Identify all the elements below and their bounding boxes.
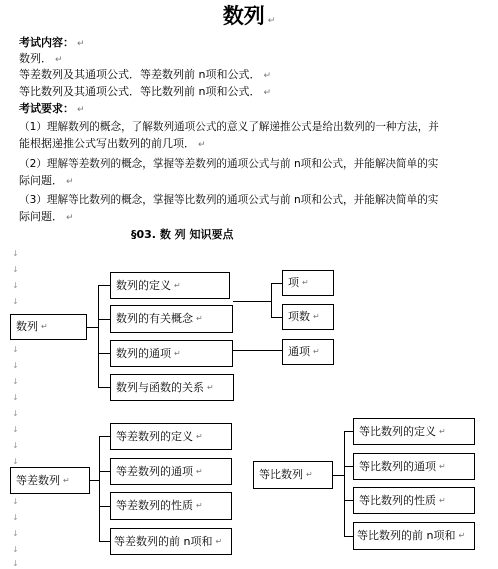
node-geometric-general-term: 等比数列的通项 ↵ xyxy=(353,453,475,480)
node-sequence-general-term: 数列的通项 ↵ xyxy=(110,340,233,367)
exam-content-line: 数列． ↵ xyxy=(19,52,63,65)
node-general-term: 通项 ↵ xyxy=(282,339,334,365)
connector xyxy=(99,506,110,507)
connector xyxy=(233,350,282,351)
connector xyxy=(98,319,110,320)
node-arithmetic-general-term: 等差数列的通项 ↵ xyxy=(110,458,232,485)
node-geometric-definition: 等比数列的定义 ↵ xyxy=(353,418,475,445)
connector xyxy=(344,431,345,537)
connector xyxy=(344,500,353,501)
paragraph-mark: ↵ xyxy=(267,16,276,26)
connector xyxy=(233,301,271,302)
connector xyxy=(344,536,353,537)
connector xyxy=(333,475,344,476)
exam-requirements-heading: 考试要求： ↵ xyxy=(19,102,85,115)
connector xyxy=(99,436,110,437)
node-sequence-function-relation: 数列与函数的关系 ↵ xyxy=(110,374,234,401)
connector xyxy=(344,431,353,432)
connector xyxy=(99,471,110,472)
node-sequence-definition: 数列的定义 ↵ xyxy=(110,272,230,299)
connector xyxy=(344,466,353,467)
connector xyxy=(99,541,110,542)
requirement-item-2-line2: 际问题． ↵ xyxy=(19,174,74,187)
node-arithmetic-partial-sum: 等差数列的前 n项和 ↵ xyxy=(110,528,232,555)
node-geometric-sequence: 等比数列 ↵ xyxy=(253,461,333,489)
connector xyxy=(98,387,110,388)
requirement-item-1-line2: 能根据递推公式写出数列的前几项． ↵ xyxy=(19,137,206,150)
node-arithmetic-properties: 等差数列的性质 ↵ xyxy=(110,492,232,520)
requirement-item-1-line1: （1）理解数列的概念，了解数列通项公式的意义了解递推公式是给出数列的一种方法，并 xyxy=(19,121,439,133)
exam-content-heading: 考试内容： ↵ xyxy=(19,36,85,49)
page-title: 数列 ↵ xyxy=(222,4,276,28)
section-heading: §03. 数 列 知识要点 xyxy=(131,228,234,241)
connector xyxy=(98,285,110,286)
requirement-item-3-line1: （3）理解等比数列的概念，掌握等比数列的通项公式与前 n项和公式，并能解决简单的实 xyxy=(19,194,439,206)
connector xyxy=(99,436,100,542)
node-sequence: 数列 ↵ xyxy=(10,314,87,340)
requirement-item-3-line2: 际问题． ↵ xyxy=(19,210,74,223)
connector xyxy=(87,327,98,328)
connector xyxy=(98,353,110,354)
node-geometric-partial-sum: 等比数列的前 n项和 ↵ xyxy=(353,522,475,550)
connector xyxy=(98,285,99,388)
node-sequence-concepts: 数列的有关概念 ↵ xyxy=(110,305,233,333)
node-term: 项 ↵ xyxy=(282,270,334,296)
connector xyxy=(271,283,272,318)
node-arithmetic-sequence: 等差数列 ↵ xyxy=(10,467,90,494)
node-number-of-terms: 项数 ↵ xyxy=(282,304,334,330)
connector xyxy=(271,317,282,318)
connector xyxy=(271,283,282,284)
node-arithmetic-definition: 等差数列的定义 ↵ xyxy=(110,423,232,450)
exam-content-line: 等差数列及其通项公式．等差数列前 n项和公式． ↵ xyxy=(19,68,272,81)
requirement-item-2-line1: （2）理解等差数列的概念，掌握等差数列的通项公式与前 n项和公式，并能解决简单的实 xyxy=(19,158,439,170)
node-geometric-properties: 等比数列的性质 ↵ xyxy=(353,487,475,514)
connector xyxy=(90,480,99,481)
exam-content-line: 等比数列及其通项公式．等比数列前 n项和公式． ↵ xyxy=(19,85,272,98)
